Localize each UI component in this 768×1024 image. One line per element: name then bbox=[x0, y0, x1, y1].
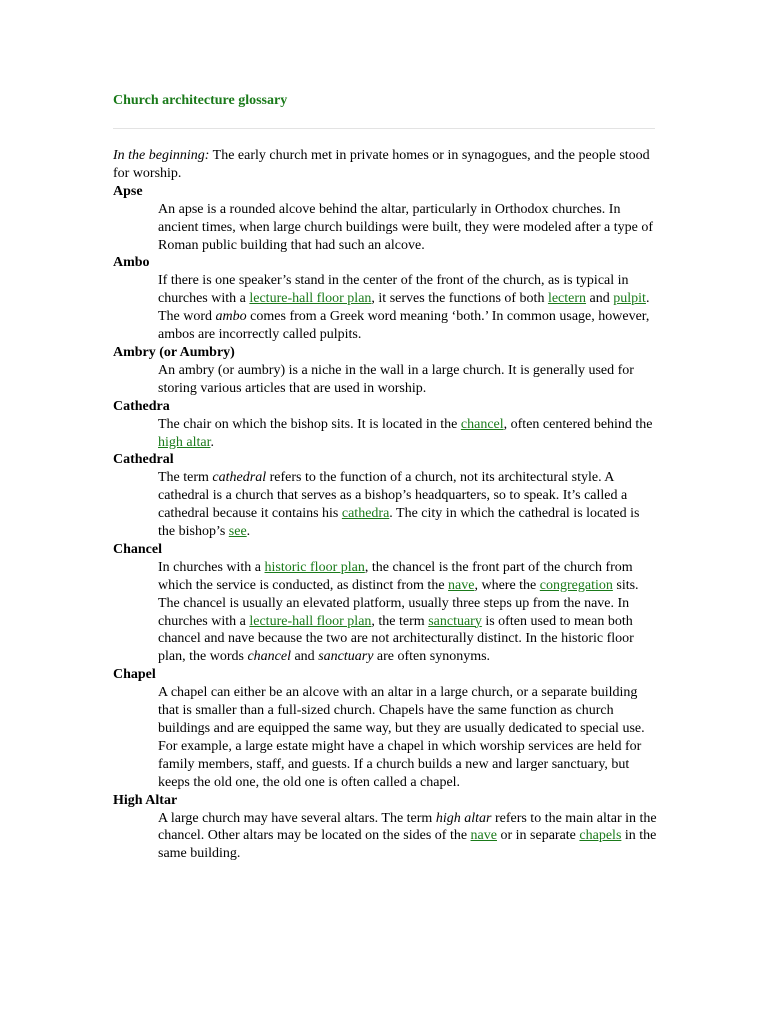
emphasis-text: high altar bbox=[435, 810, 492, 826]
glossary-definition bbox=[158, 272, 658, 344]
intro-text: The early church met in private homes or in synagogues, and the people stood for worship. bbox=[113, 148, 650, 181]
definition-text: , where the bbox=[474, 577, 540, 593]
emphasis-text: chancel bbox=[247, 649, 291, 665]
glossary-term: Ambo bbox=[113, 255, 150, 271]
glossary-term: Cathedra bbox=[113, 398, 170, 414]
glossary-link[interactable]: sanctuary bbox=[428, 613, 482, 629]
glossary-definition bbox=[158, 684, 658, 791]
definition-text: . The city in which the cathedral is located is the bishop’s bbox=[158, 506, 640, 540]
definition-text: sits. The chancel is usually an elevated platform, usually three steps up from the nave. In churches with a bbox=[158, 577, 639, 629]
definition-text: . bbox=[210, 434, 214, 450]
definition-text: If there is one speaker’s stand in the center of the front of the church, as is typical in churches with a bbox=[158, 273, 629, 307]
glossary-link[interactable]: historic floor plan bbox=[264, 559, 365, 575]
glossary-content bbox=[113, 147, 658, 863]
emphasis-text: cathedral bbox=[212, 470, 267, 486]
definition-text: An ambry (or aumbry) is a niche in the wall in a large church. It is generally used for storing various articles that are used in worship. bbox=[158, 362, 634, 396]
glossary-link[interactable]: congregation bbox=[539, 577, 613, 593]
glossary-term: Cathedral bbox=[113, 452, 174, 468]
glossary-list bbox=[113, 183, 658, 863]
glossary-definition bbox=[158, 416, 658, 452]
definition-text: A large church may have several altars. The term bbox=[158, 810, 436, 826]
definition-text: refers to the main altar in the chancel. Other altars may be located on the sides of the bbox=[158, 810, 657, 844]
glossary-link[interactable]: lecture-hall floor plan bbox=[249, 291, 372, 307]
definition-text: , the term bbox=[371, 613, 429, 629]
definition-text: is often used to mean both chancel and nave because the two are not architecturally distinct. In the historic floor plan, the words bbox=[158, 613, 634, 665]
glossary-definition bbox=[158, 559, 658, 666]
definition-text: in the same building. bbox=[158, 828, 657, 862]
page-title: Church architecture glossary bbox=[113, 93, 288, 108]
definition-text: , often centered behind the bbox=[503, 416, 653, 432]
definition-text: . bbox=[246, 524, 251, 540]
definition-text: and bbox=[586, 291, 614, 307]
glossary-link[interactable]: chapels bbox=[579, 828, 622, 844]
emphasis-text: ambo bbox=[215, 309, 247, 325]
definition-text: A chapel can either be an alcove with an altar in a large church, or a separate building that is smaller than a full-sized church. Chapels have the same function as church buildings and are equipped the same way, but they are usually dedicated to special use. For example, a large estate might have a chapel in which worship services are held for family members, staff, and guests. If a church builds a new and larger sanctuary, but keeps the old one, the old one is often called a chapel. bbox=[158, 685, 645, 790]
glossary-term: Chapel bbox=[113, 667, 156, 683]
intro-paragraph bbox=[113, 147, 658, 183]
definition-text: , the chancel is the front part of the church from which the service is conducted, as distinct from the bbox=[158, 559, 633, 593]
emphasis-text: sanctuary bbox=[318, 649, 374, 665]
title-divider bbox=[113, 128, 655, 129]
glossary-definition bbox=[158, 469, 658, 541]
definition-text: In churches with a bbox=[158, 559, 265, 575]
glossary-link[interactable]: see bbox=[228, 524, 247, 540]
glossary-link[interactable]: nave bbox=[448, 577, 475, 593]
definition-text: refers to the function of a church, not its architectural style. A cathedral is a church that serves as a bishop’s headquarters, so to speak. It’s called a cathedral because it contains his bbox=[158, 470, 628, 522]
intro-lead: In the beginning: bbox=[113, 148, 210, 163]
glossary-link[interactable]: pulpit bbox=[613, 291, 646, 307]
definition-text: , it serves the functions of both bbox=[371, 291, 548, 307]
glossary-term: Apse bbox=[113, 183, 143, 199]
definition-text: and bbox=[290, 649, 319, 665]
definition-text: are often synonyms. bbox=[373, 649, 491, 665]
glossary-link[interactable]: nave bbox=[470, 828, 497, 844]
definition-text: An apse is a rounded alcove behind the altar, particularly in Orthodox churches. In ancient times, when large church buildings were built, they were modeled after a type of Roman public building that had such an alcove. bbox=[158, 201, 654, 253]
definition-text: comes from a Greek word meaning ‘both.’ In common usage, however, ambos are incorrectly called pulpits. bbox=[158, 309, 650, 343]
glossary-term: Chancel bbox=[113, 541, 162, 557]
glossary-definition bbox=[158, 362, 658, 398]
glossary-term: Ambry (or Aumbry) bbox=[113, 344, 235, 360]
glossary-link[interactable]: chancel bbox=[460, 416, 504, 432]
glossary-link[interactable]: lectern bbox=[547, 291, 587, 307]
definition-text: The term bbox=[158, 470, 213, 486]
glossary-link[interactable]: lecture-hall floor plan bbox=[249, 613, 372, 629]
glossary-link[interactable]: high altar bbox=[158, 434, 211, 450]
definition-text: or in separate bbox=[496, 828, 580, 844]
glossary-link[interactable]: cathedra bbox=[341, 506, 390, 522]
glossary-definition bbox=[158, 810, 658, 864]
glossary-term: High Altar bbox=[113, 792, 178, 808]
definition-text: . The word bbox=[158, 291, 650, 325]
glossary-definition bbox=[158, 201, 658, 255]
definition-text: The chair on which the bishop sits. It is located in the bbox=[158, 416, 461, 432]
